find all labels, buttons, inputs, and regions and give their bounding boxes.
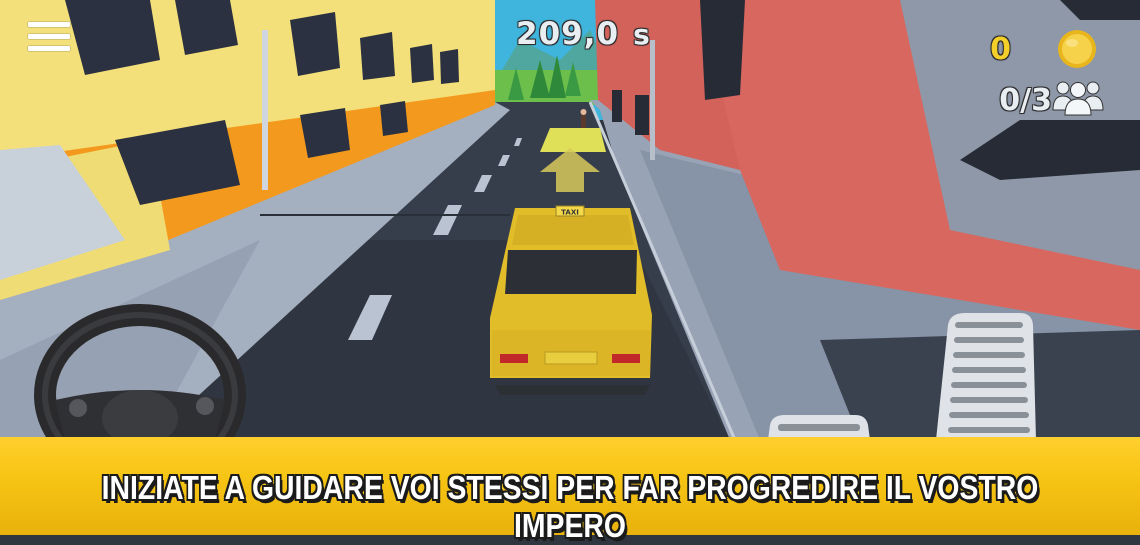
drainpipe: [262, 30, 268, 190]
promo-banner-text: INIZIATE A GUIDARE VOI STESSI PER FAR PROGREDIRE IL VOSTRO IMPERO: [101, 469, 1039, 544]
right-window: [635, 95, 649, 135]
coin-icon: [1057, 29, 1097, 69]
window: [380, 101, 408, 136]
window: [300, 108, 350, 158]
pickup-zone: [540, 128, 606, 152]
wheel-button-left: [69, 399, 87, 417]
coin-count: 0: [990, 32, 1011, 67]
passengers-icon: [1052, 78, 1104, 116]
passenger-count: 0/3: [999, 83, 1052, 118]
timer: [516, 16, 651, 52]
taxi-light-left: [500, 354, 528, 363]
window: [360, 32, 395, 80]
window: [175, 0, 238, 55]
wheel-button-right: [196, 397, 214, 415]
right-window: [700, 0, 745, 100]
drainpipe: [650, 40, 655, 160]
taxi-windshield: [505, 250, 637, 294]
gas-pedal[interactable]: [936, 313, 1036, 440]
menu-icon[interactable]: [28, 22, 70, 54]
timer-unit: s: [633, 18, 651, 51]
pedestrian: [581, 115, 586, 129]
taxi-roof-shade: [512, 215, 634, 245]
right-window: [612, 90, 622, 122]
taxi-light-right: [612, 354, 640, 363]
window: [440, 49, 459, 84]
pedestrian-head: [581, 109, 587, 115]
window: [290, 12, 340, 76]
window: [410, 44, 434, 83]
timer-value: 209,0: [516, 16, 620, 52]
taxi-plate: [545, 352, 597, 364]
taxi-sign-text: TAXI: [561, 208, 579, 217]
taxi-car: [490, 206, 652, 395]
